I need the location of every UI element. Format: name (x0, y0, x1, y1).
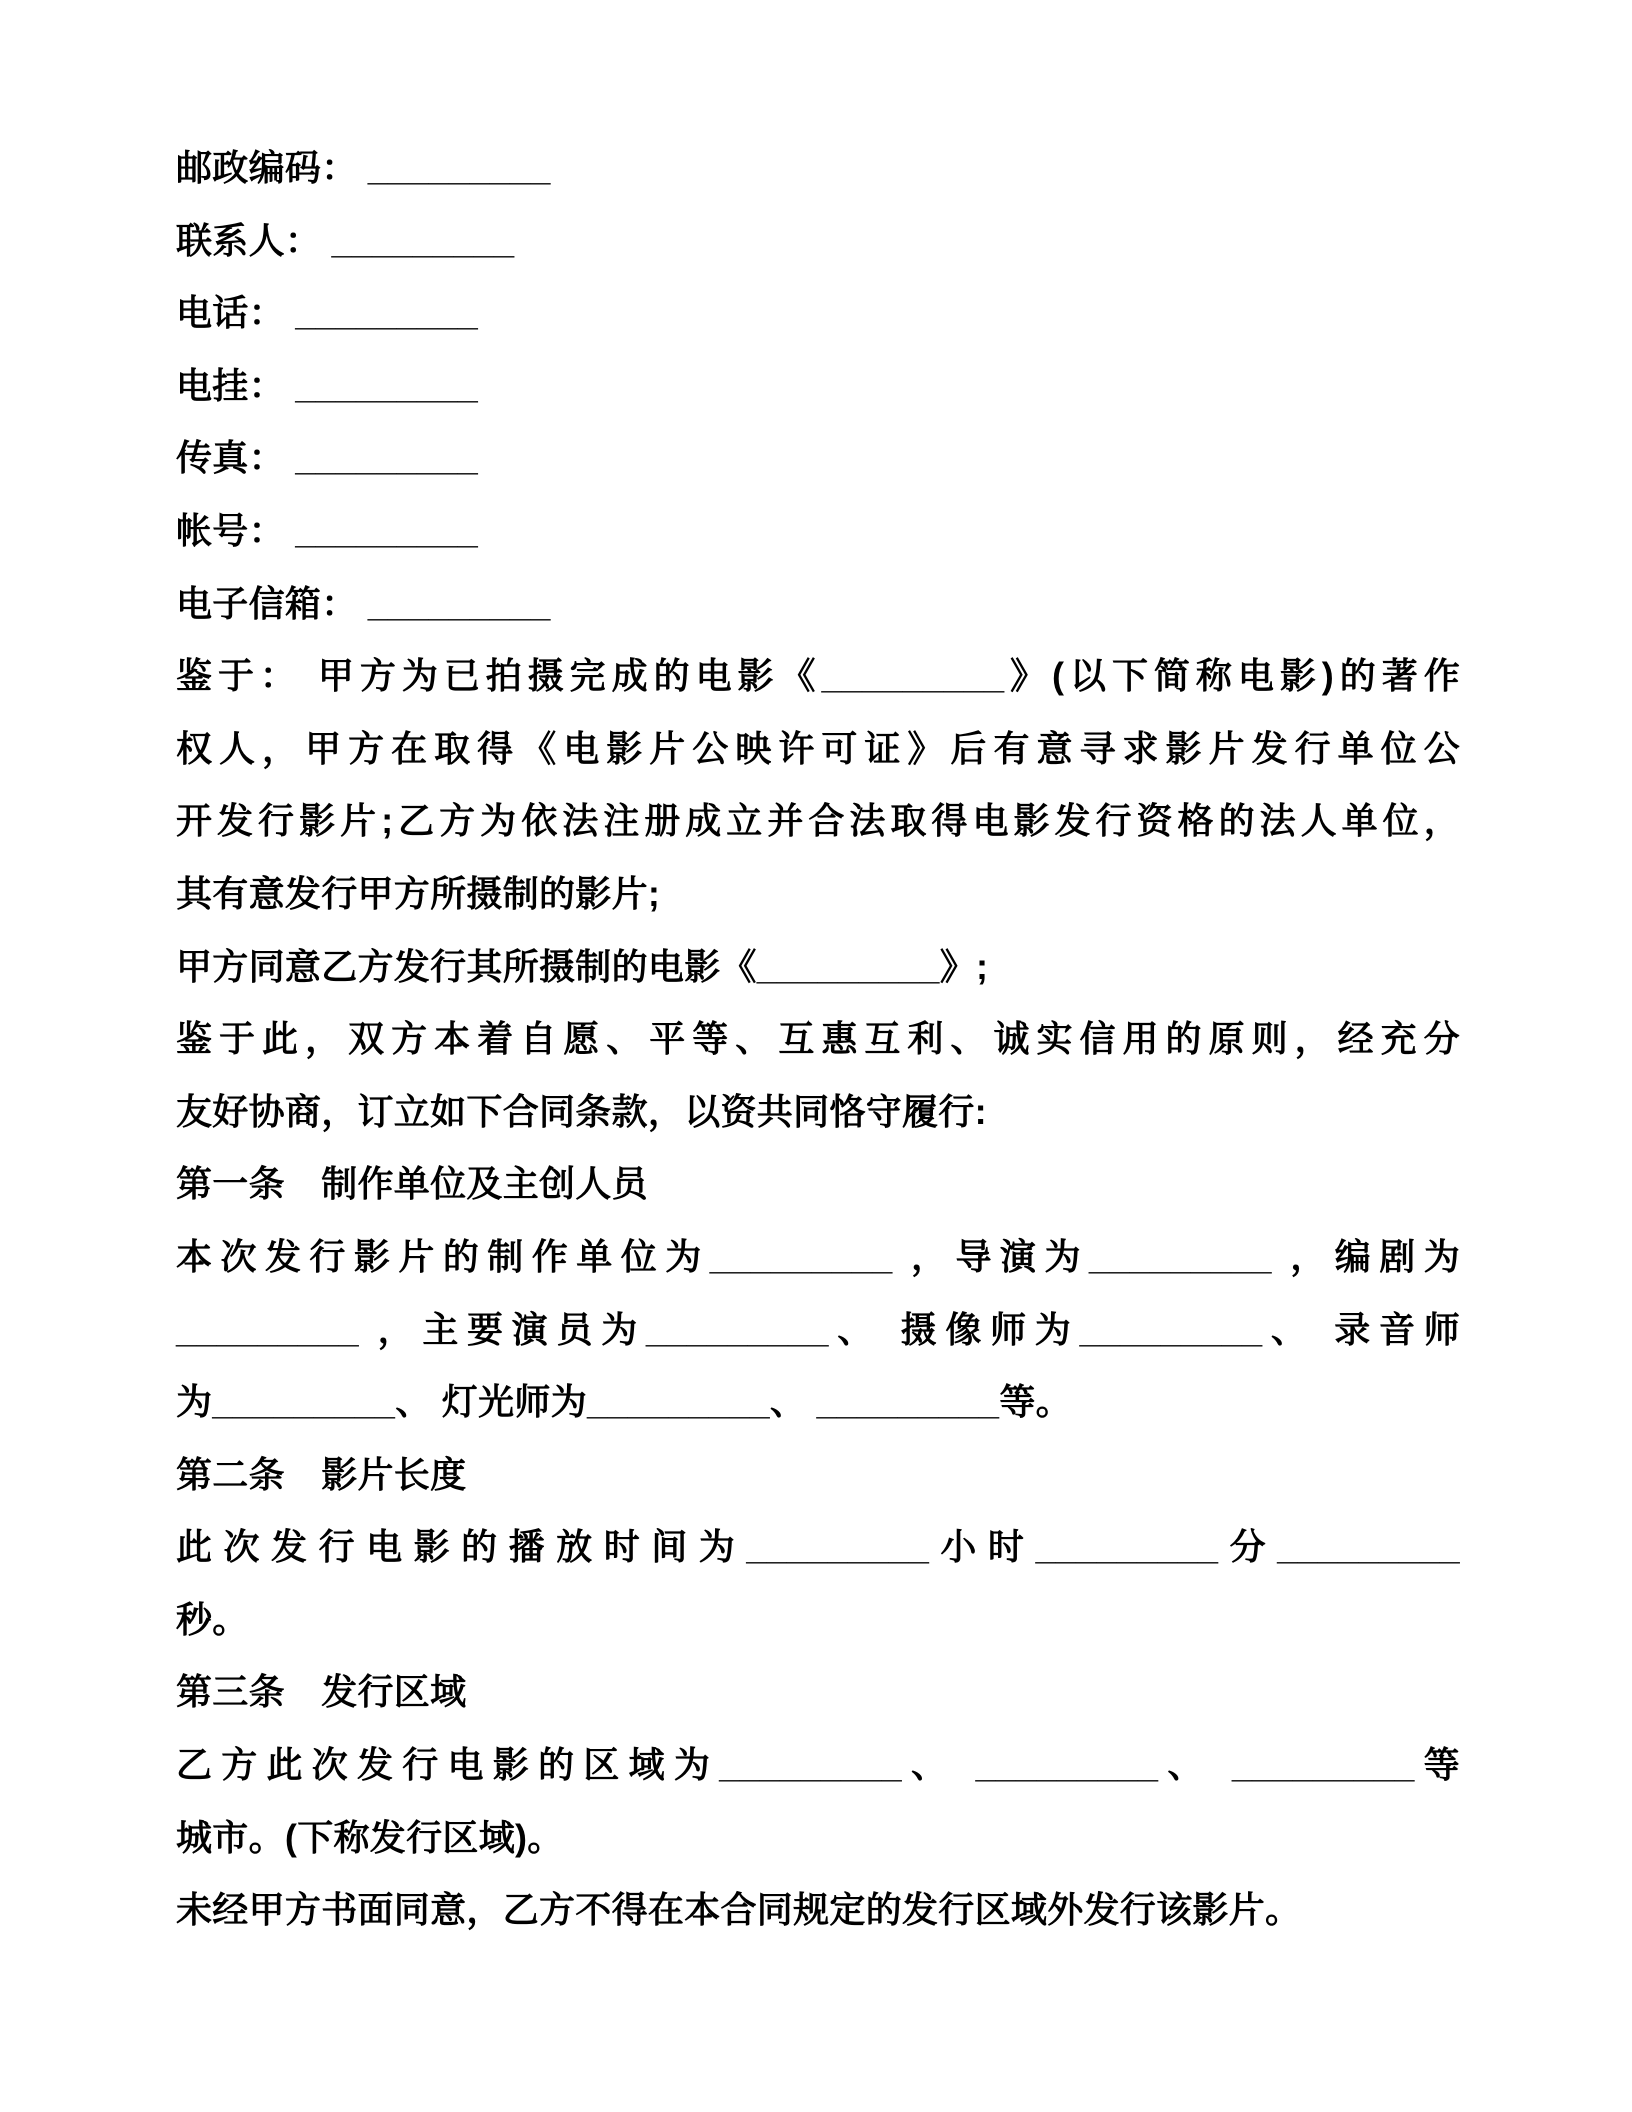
line-article1-2: _________ ，主要演员为_________、 摄像师为_________、 录音师 (176, 1308, 1460, 1350)
line-whereas-1: 鉴于： 甲方为已拍摄完成的电影《_________》(以下简称电影)的著作 (176, 655, 1460, 697)
line-phone: 电话： _________ (176, 292, 479, 334)
line-article2-2: 秒。 (176, 1598, 249, 1640)
line-article1-3: 为_________、 灯光师为_________、 _________等。 (176, 1381, 1072, 1423)
line-whereas-4: 其有意发行甲方所摄制的影片; (176, 872, 661, 914)
line-article3-3: 未经甲方书面同意，乙方不得在本合同规定的发行区域外发行该影片。 (176, 1889, 1302, 1931)
line-email: 电子信箱： _________ (176, 582, 551, 624)
heading-article-2: 第二条 影片长度 (176, 1453, 467, 1495)
line-account-number: 帐号： _________ (176, 509, 479, 551)
line-party-a-consent: 甲方同意乙方发行其所摄制的电影《_________》; (176, 945, 989, 987)
line-whereas-2: 权人，甲方在取得《电影片公映许可证》后有意寻求影片发行单位公 (176, 727, 1460, 769)
line-telex: 电挂： _________ (176, 364, 479, 406)
line-article3-1: 乙方此次发行电影的区域为_________、 _________、 _________等 (176, 1744, 1460, 1786)
heading-article-3: 第三条 发行区域 (176, 1671, 467, 1713)
line-article3-2: 城市。(下称发行区域)。 (176, 1816, 564, 1858)
heading-article-1: 第一条 制作单位及主创人员 (176, 1163, 648, 1205)
document-page (176, 132, 1460, 1947)
line-article1-1: 本次发行影片的制作单位为_________ ，导演为_________ ，编剧为 (176, 1235, 1460, 1277)
line-principles-1: 鉴于此，双方本着自愿、平等、互惠互利、诚实信用的原则，经充分 (176, 1018, 1460, 1060)
line-whereas-3: 开发行影片;乙方为依法注册成立并合法取得电影发行资格的法人单位， (176, 800, 1460, 842)
line-principles-2: 友好协商，订立如下合同条款，以资共同恪守履行: (176, 1090, 987, 1132)
line-postal-code: 邮政编码： _________ (176, 147, 551, 188)
line-article2-1: 此次发行电影的播放时间为_________小时_________分_________ (176, 1526, 1460, 1568)
line-fax: 传真： _________ (176, 437, 479, 479)
line-contact-person: 联系人： _________ (176, 219, 515, 261)
